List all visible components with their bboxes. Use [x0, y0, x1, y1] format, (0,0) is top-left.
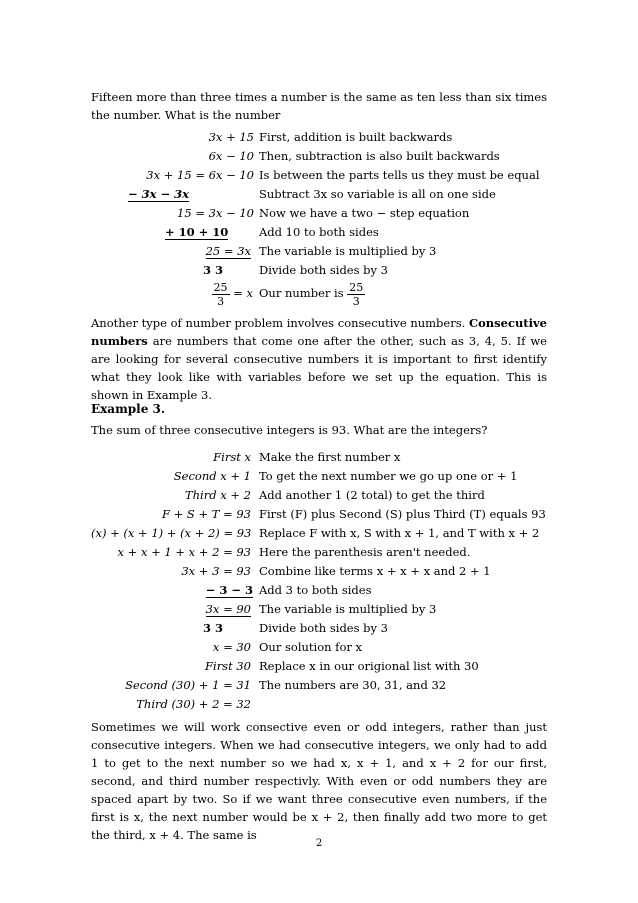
equation-lhs — [165, 223, 250, 241]
equation-lhs: 3x + 3 = 93 — [181, 564, 251, 578]
numerator: 25 — [213, 280, 228, 294]
equation-lhs: Third (30) + 2 = 32 — [136, 697, 251, 711]
equation-note: The variable is multiplied by 3 — [259, 244, 437, 258]
equation-note: Divide both sides by 3 — [259, 263, 388, 277]
equation-note: Here the parenthesis aren't needed. — [259, 545, 471, 559]
equation-note: Is between the parts tells us they must be equal — [259, 168, 540, 182]
example-problem: The sum of three consecutive integers is 93. What are the integers? — [91, 423, 488, 437]
equation-lhs — [201, 600, 251, 618]
equation-note: Combine like terms x + x + x and 2 + 1 — [259, 564, 491, 578]
subtract-step: − 3 − 3 — [205, 583, 253, 597]
equation-lhs — [199, 242, 251, 260]
equation-note: Add 3 to both sides — [259, 583, 372, 597]
equation-note: Now we have a two − step equation — [259, 206, 470, 220]
divide-step: 3 3 — [203, 263, 224, 277]
subtract-step: − 3x − 3x — [128, 187, 189, 201]
multiply-step: 3x = 90 — [205, 602, 251, 616]
page-number: 2 — [315, 838, 323, 849]
equation-lhs: Second (30) + 1 = 31 — [125, 678, 251, 692]
denominator: 3 — [352, 294, 360, 308]
solution-lhs — [203, 278, 253, 308]
equation-note: Add 10 to both sides — [259, 225, 379, 239]
equation-note: First (F) plus Second (S) plus Third (T) equals 93 — [259, 507, 546, 521]
equation-lhs: First 30 — [205, 659, 251, 673]
equation-lhs — [128, 185, 220, 203]
equation-lhs: 3x + 15 = 6x − 10 — [146, 168, 254, 182]
paragraph-text: are numbers that come one after the other, such as 3, 4, 5. If we are looking for several consecutive numbers it is important to first identify what they look like with variables before we set up the equation. This is shown in Example 3. — [91, 334, 547, 402]
equation-note: Then, subtraction is also built backwards — [259, 149, 500, 163]
equation-lhs: x + x + 1 + x + 2 = 93 — [117, 545, 251, 559]
consecutive-paragraph — [91, 314, 547, 404]
equation-lhs: Third x + 2 — [184, 488, 251, 502]
denominator: 3 — [217, 294, 225, 308]
equation-lhs: F + S + T = 93 — [161, 507, 251, 521]
equation-note: Add another 1 (2 total) to get the third — [259, 488, 485, 502]
solution-note — [259, 278, 365, 308]
add-step: + 10 + 10 — [165, 225, 229, 239]
equation-lhs: (x) + (x + 1) + (x + 2) = 93 — [91, 526, 252, 540]
equation-lhs: 6x − 10 — [208, 149, 254, 163]
equation-note: The variable is multiplied by 3 — [259, 602, 437, 616]
numerator: 25 — [349, 280, 364, 294]
paragraph-text: Another type of number problem involves consecutive numbers. — [91, 316, 466, 330]
fraction — [212, 281, 230, 308]
equation-note: Subtract 3x so variable is all on one side — [259, 187, 496, 201]
equation-lhs: First x — [213, 450, 251, 464]
equation-note: The numbers are 30, 31, and 32 — [259, 678, 447, 692]
equation-note: To get the next number we go up one or + 1 — [259, 469, 518, 483]
fraction — [347, 281, 365, 308]
equation-note: Our number is — [259, 286, 344, 300]
equation-lhs: x = 30 — [212, 640, 251, 654]
equation-note: Replace F with x, S with x + 1, and T with x + 2 — [259, 526, 540, 540]
problem-statement: Fifteen more than three times a number is the same as ten less than six times the number. What is the number — [91, 90, 547, 122]
equation-note: Replace x in our origional list with 30 — [259, 659, 479, 673]
term-consecutive-numbers: Consecutive numbers — [91, 316, 547, 348]
equation-note: Make the first number x — [259, 450, 401, 464]
example-heading: Example 3. — [91, 402, 166, 416]
divide-step: 3 3 — [203, 621, 224, 635]
equation-tail: = x — [233, 286, 253, 300]
multiply-step: 25 = 3x — [205, 244, 251, 258]
equation-lhs: 15 = 3x − 10 — [177, 206, 254, 220]
equation-lhs: Second x + 1 — [173, 469, 251, 483]
equation-note: First, addition is built backwards — [259, 130, 453, 144]
closing-paragraph: Sometimes we will work consective even or odd integers, rather than just consecutive integers. When we had consecutive integers, we only had to add 1 to get to the next number so we had x, x + 1, and x + 2 for our first, second, and third number respectivly. With even or odd numbers they are spaced apart by two. So if we want three consecutive even numbers, if the first is x, the next number would be x + 2, then finally add two more to get the third, x + 4. The same is — [91, 720, 547, 842]
equation-lhs: 3x + 15 — [208, 130, 254, 144]
equation-note: Divide both sides by 3 — [259, 621, 388, 635]
equation-lhs — [201, 581, 253, 599]
equation-note: Our solution for x — [259, 640, 363, 654]
